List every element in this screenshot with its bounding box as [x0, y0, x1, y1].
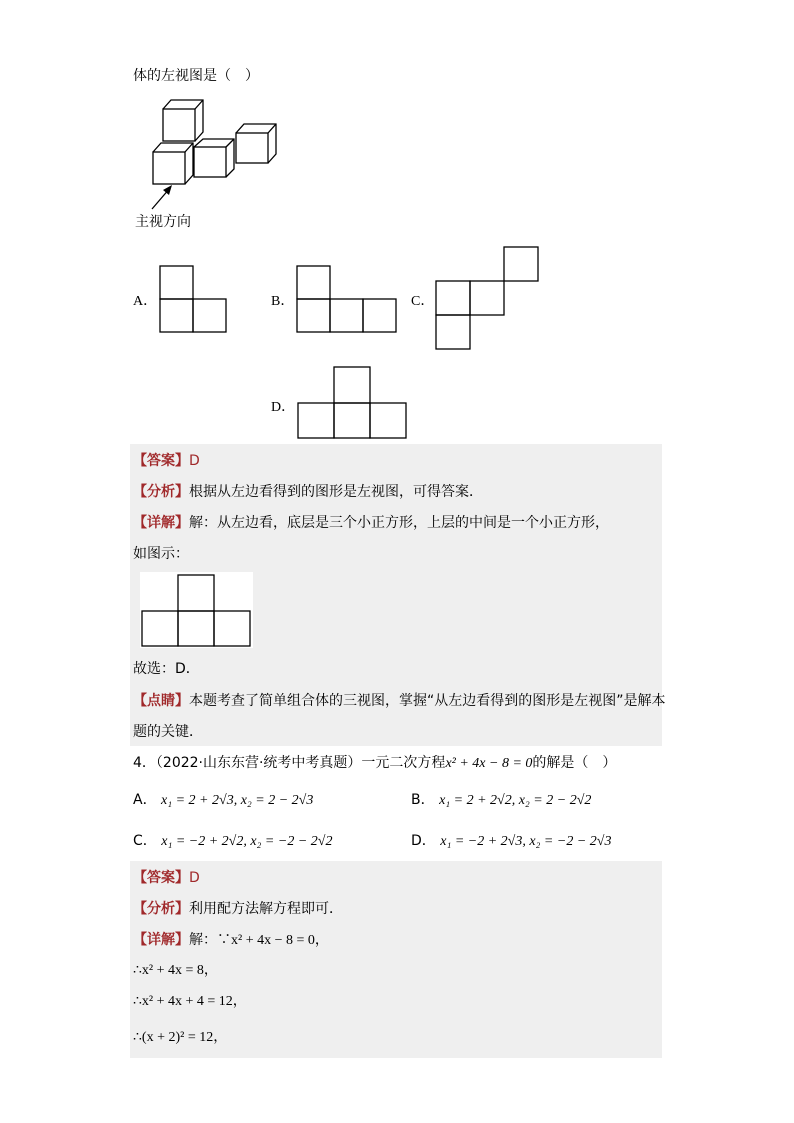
- direction-label: 主视方向: [135, 214, 191, 230]
- q4-option-d[interactable]: [411, 831, 611, 852]
- q4-option-b-text: x₁ = 2 + 2√2, x₂ = 2 − 2√2: [439, 793, 592, 808]
- detail-tag: 【详解】: [133, 515, 189, 531]
- option-b-figure: [296, 265, 401, 335]
- q3-answer-line: [133, 451, 200, 471]
- q4-option-a-label: A．: [133, 792, 157, 808]
- choose-text: 故选：D．: [133, 661, 200, 677]
- q4-stem: [133, 753, 616, 774]
- option-d-label[interactable]: D．: [271, 400, 296, 415]
- option-c-figure: [435, 246, 541, 352]
- q3-comment-line: [133, 691, 666, 711]
- q4-step-1: ∴x² + 4x = 8，: [133, 963, 218, 978]
- comment-tag: 【点睛】: [133, 693, 189, 709]
- option-b-label[interactable]: B．: [271, 294, 295, 309]
- question-stem: 体的左视图是（ ）: [133, 68, 259, 84]
- q4-option-b[interactable]: [411, 790, 591, 811]
- q4-option-a[interactable]: [133, 790, 313, 811]
- q4-option-c[interactable]: [133, 831, 332, 852]
- q4-stem-equation: x² + 4x − 8 = 0: [445, 756, 533, 771]
- detail-text: 解：从左边看，底层是三个小正方形，上层的中间是一个小正方形，: [189, 515, 609, 531]
- analysis-text: 根据从左边看得到的图形是左视图，可得答案．: [189, 484, 483, 500]
- q4-step-2: ∴x² + 4x + 4 = 12，: [133, 994, 247, 1009]
- q4-analysis-text: 利用配方法解方程即可．: [189, 901, 343, 917]
- q4-step-3: ∴(x + 2)² = 12，: [133, 1030, 228, 1045]
- analysis-tag: 【分析】: [133, 484, 189, 500]
- q4-answer-line: [133, 868, 200, 888]
- answer-tag: 【答案】: [133, 453, 189, 469]
- q4-option-c-label: C．: [133, 833, 157, 849]
- q4-detail-line: [133, 930, 329, 951]
- q4-stem-tail: 的解是（ ）: [532, 755, 617, 771]
- q4-option-a-text: x₁ = 2 + 2√3, x₂ = 2 − 2√3: [161, 793, 314, 808]
- q3-detail-line: [133, 513, 609, 533]
- q4-option-d-label: D．: [411, 833, 436, 849]
- q4-answer-tag: 【答案】: [133, 870, 189, 886]
- q4-option-c-text: x₁ = −2 + 2√2, x₂ = −2 − 2√2: [161, 834, 333, 849]
- q4-detail-tag: 【详解】: [133, 932, 189, 948]
- q3-analysis-line: [133, 482, 483, 502]
- q4-stem-text: 4．（2022·山东东营·统考中考真题）一元二次方程: [133, 755, 446, 771]
- q4-answer-value: D: [189, 870, 200, 886]
- option-a-label[interactable]: A．: [133, 294, 158, 309]
- q4-analysis-line: [133, 899, 343, 919]
- cube-solid-figure: [150, 97, 285, 192]
- answer-value: D: [189, 453, 200, 469]
- option-d-figure: [297, 366, 409, 441]
- comment-text-continued: 题的关键．: [133, 724, 203, 740]
- detail-text-continued: 如图示：: [133, 546, 189, 562]
- q4-option-b-label: B．: [411, 792, 435, 808]
- q4-option-d-text: x₁ = −2 + 2√3, x₂ = −2 − 2√3: [440, 834, 612, 849]
- answer-figure: [140, 572, 254, 650]
- comment-text: 本题考查了简单组合体的三视图，掌握“从左边看得到的图形是左视图”是解本: [189, 693, 666, 709]
- option-c-label[interactable]: C．: [411, 294, 435, 309]
- q4-detail-text: 解：∵x² + 4x − 8 = 0，: [189, 933, 329, 948]
- option-a-figure: [159, 265, 229, 335]
- q4-analysis-tag: 【分析】: [133, 901, 189, 917]
